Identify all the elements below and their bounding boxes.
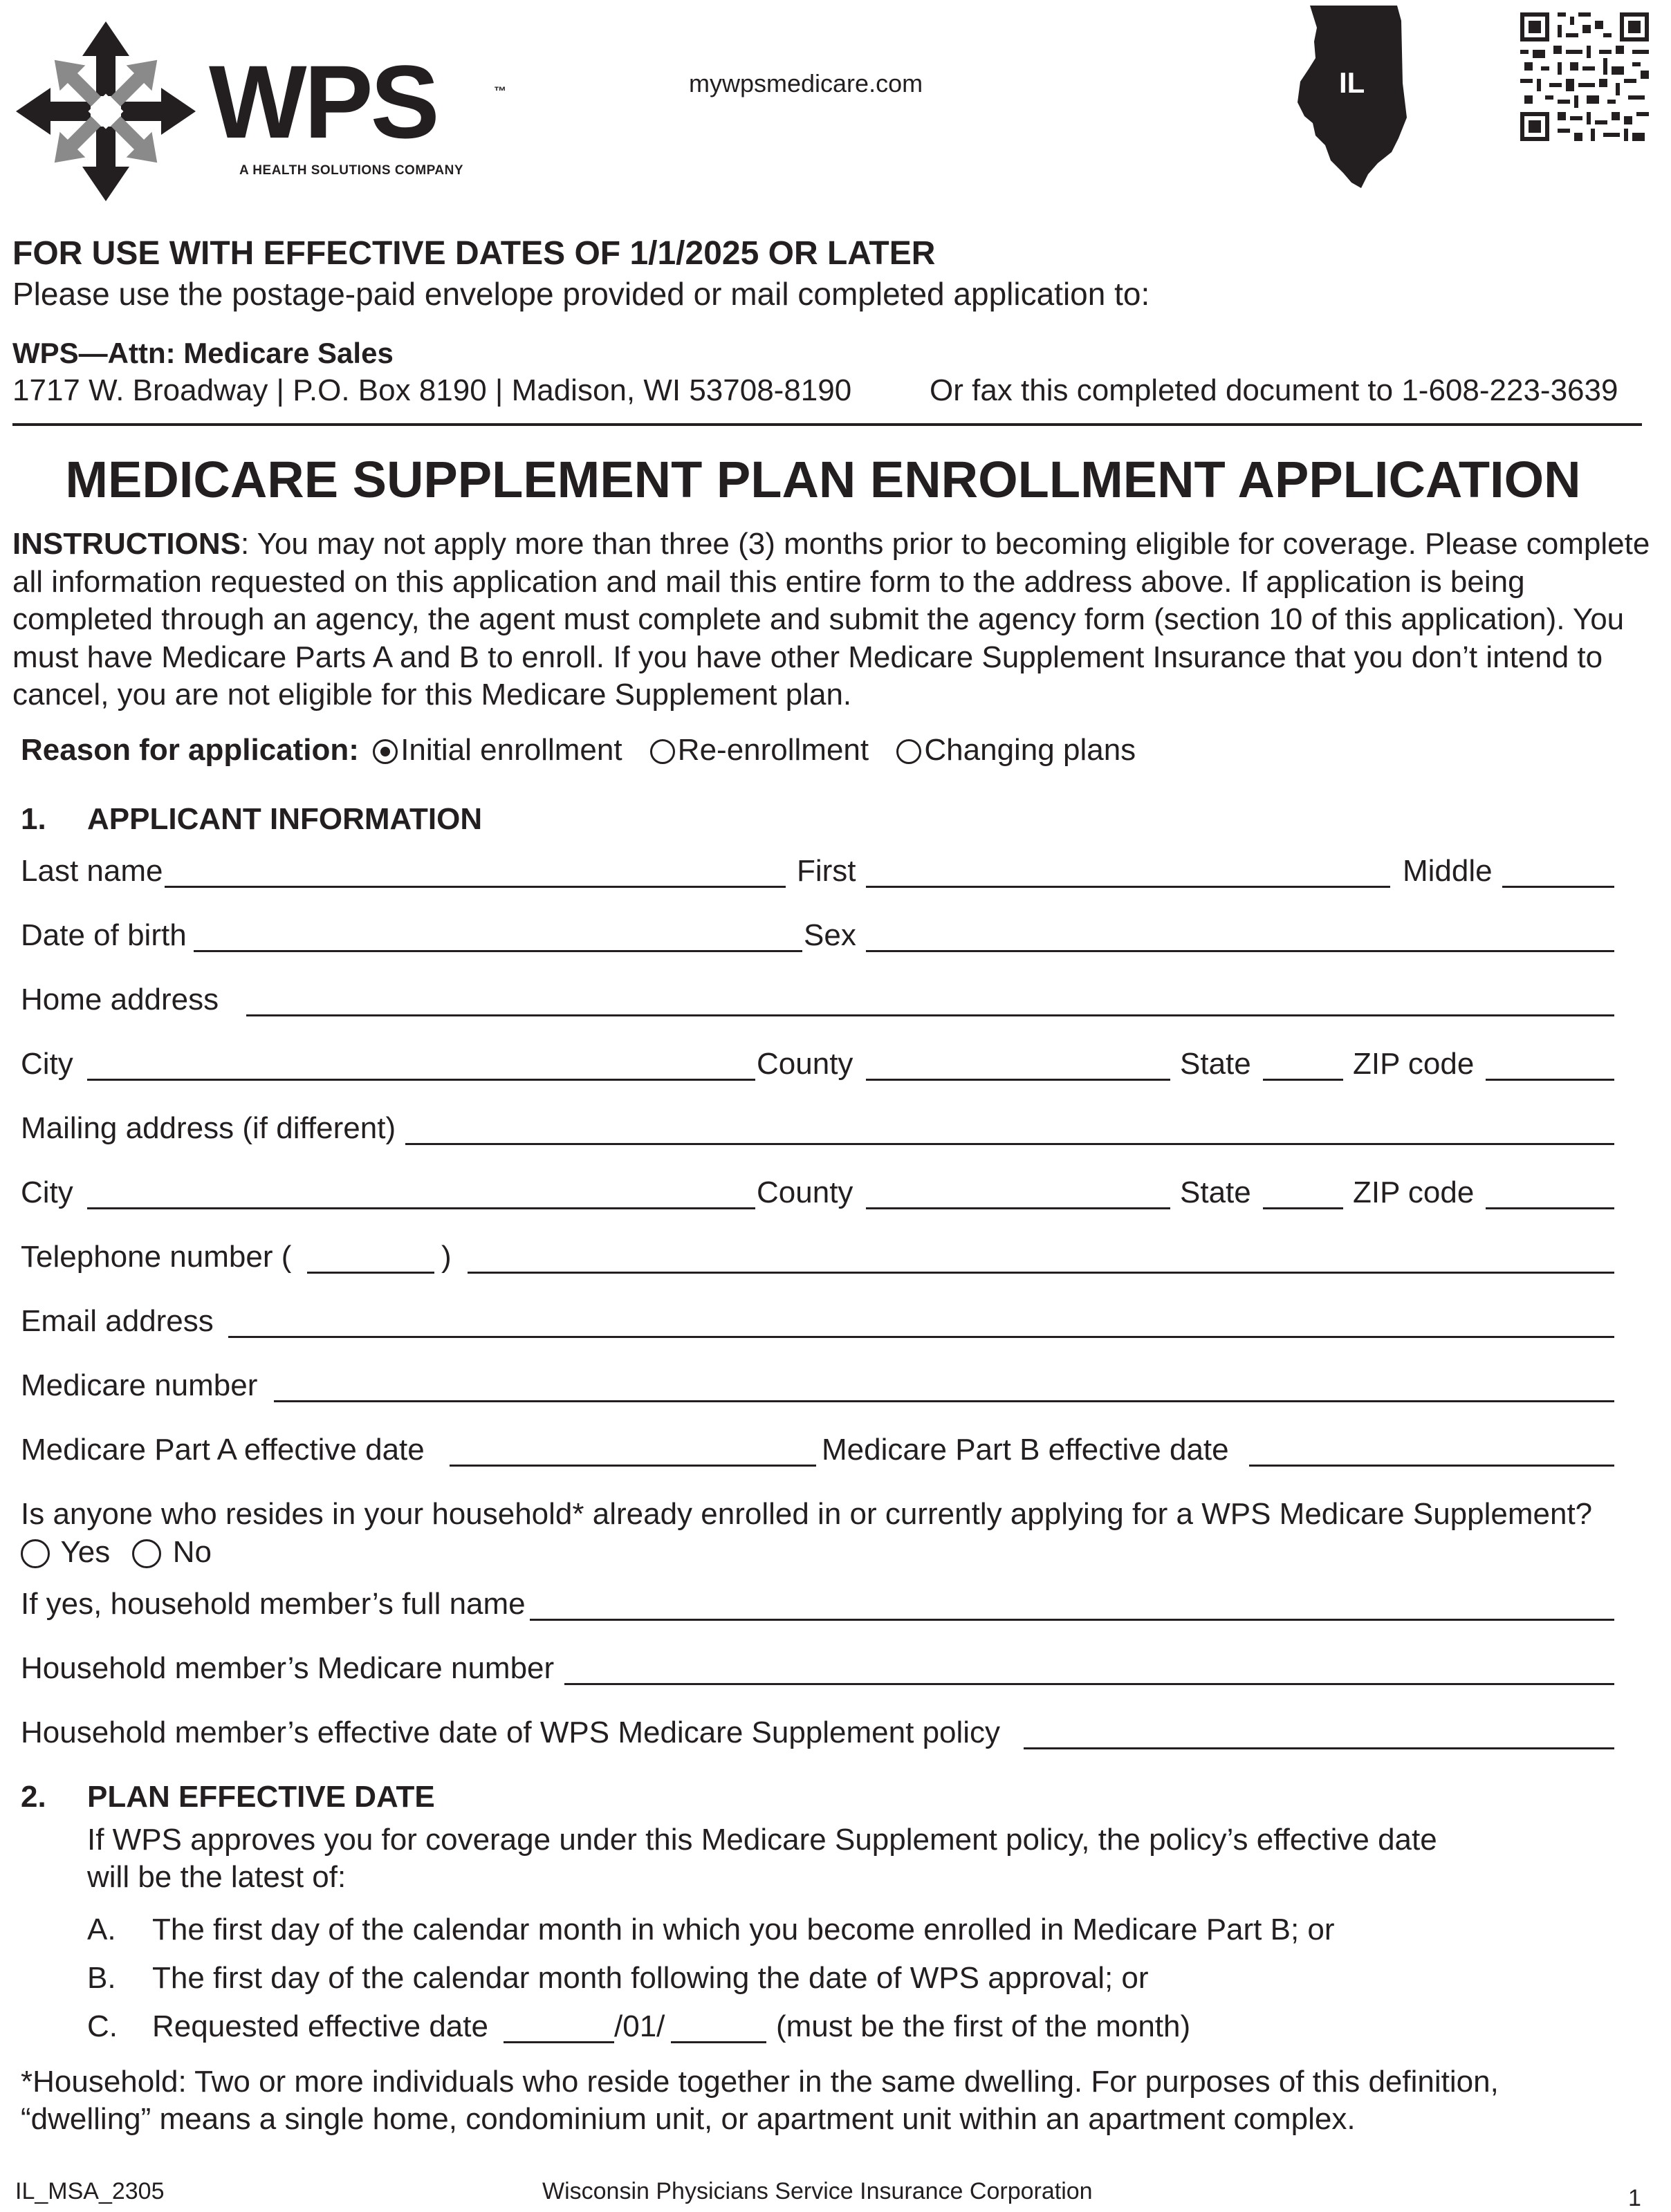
page-number: 1: [1628, 2185, 1641, 2211]
website-url[interactable]: mywpsmedicare.com: [689, 69, 923, 97]
requested-date-note: (must be the first of the month): [776, 2009, 1191, 2043]
instructions-text: : You may not apply more than three (3) months prior to becoming eligible for coverage. Please complete all information requested on this application and mail this entire form to the address above. If application is being completed through an agency, the agent must complete and submit the agency form (section 10 of this application). You must have Medicare Parts A and B to enroll. If you have other Medicare Supplement Insurance that you don’t intend to cancel, you are not eligible for this Medicare Supplement plan.: [12, 527, 1650, 712]
household-effective-field[interactable]: [1024, 1747, 1614, 1749]
county-field[interactable]: [866, 1079, 1170, 1081]
requested-year-field[interactable]: [671, 2041, 766, 2043]
wps-logo: [12, 18, 510, 184]
household-effective-label: Household member’s effective date of WPS Medicare Supplement policy: [21, 1716, 1001, 1749]
fax-number: Or fax this completed document to 1-608-223-3639: [930, 373, 1618, 407]
mailing-zip-field[interactable]: [1486, 1207, 1614, 1209]
reason-reenroll-label: Re-enrollment: [677, 733, 869, 767]
wps-logo-mark-icon: [12, 18, 199, 205]
telephone-field[interactable]: [468, 1272, 1614, 1274]
first-name-label: First: [797, 854, 856, 888]
option-c-letter: C.: [87, 2009, 118, 2043]
page-title: MEDICARE SUPPLEMENT PLAN ENROLLMENT APPLICATION: [65, 451, 1581, 508]
logo-wordmark: WPS: [209, 44, 437, 160]
part-b-field[interactable]: [1249, 1465, 1614, 1467]
qr-code-icon[interactable]: [1520, 12, 1649, 141]
mailing-city-label: City: [21, 1175, 73, 1209]
option-b-text: The first day of the calendar month following the date of WPS approval; or: [152, 1961, 1149, 1995]
dob-label: Date of birth: [21, 918, 187, 952]
reason-initial-label: Initial enrollment: [400, 733, 622, 767]
section1-number: 1.: [21, 802, 46, 836]
county-label: County: [757, 1047, 853, 1081]
mailing-address: 1717 W. Broadway | P.O. Box 8190 | Madison, WI 53708-8190: [12, 373, 852, 407]
sex-field[interactable]: [866, 950, 1614, 952]
middle-name-field[interactable]: [1502, 886, 1614, 888]
section1-heading: [21, 802, 483, 837]
medicare-number-label: Medicare number: [21, 1368, 258, 1402]
dob-field[interactable]: [194, 950, 802, 952]
household-yes-radio[interactable]: [21, 1539, 50, 1568]
household-yes-label: Yes: [60, 1535, 111, 1569]
mailing-city-field[interactable]: [87, 1207, 755, 1209]
email-field[interactable]: [228, 1336, 1614, 1338]
email-label: Email address: [21, 1304, 214, 1338]
state-code: IL: [1339, 66, 1365, 99]
reason-label: Reason for application:: [21, 733, 359, 767]
household-question: Is anyone who resides in your household* already enrolled in or currently applying for a WPS Medicare Supplement?: [21, 1497, 1593, 1531]
requested-month-field[interactable]: [504, 2041, 614, 2043]
area-code-field[interactable]: [307, 1272, 434, 1274]
reason-row: [21, 733, 1136, 768]
header-divider: [12, 423, 1642, 426]
mailing-address-label: Mailing address (if different): [21, 1111, 396, 1145]
mailing-attn: WPS—Attn: Medicare Sales: [12, 337, 394, 369]
household-footnote-line2: “dwelling” means a single home, condominium unit, or apartment unit within an apartment complex.: [21, 2102, 1356, 2136]
section2-heading: [21, 1780, 435, 1814]
requested-date-mid: /01/: [614, 2009, 665, 2043]
household-medicare-label: Household member’s Medicare number: [21, 1651, 555, 1685]
last-name-field[interactable]: [165, 886, 786, 888]
section2-intro-line1: If WPS approves you for coverage under this Medicare Supplement policy, the policy’s effective date: [87, 1823, 1437, 1857]
mailing-county-label: County: [757, 1175, 853, 1209]
mailing-state-label: State: [1180, 1175, 1251, 1209]
form-id: IL_MSA_2305: [15, 2178, 165, 2204]
household-name-field[interactable]: [530, 1619, 1614, 1621]
state-field[interactable]: [1263, 1079, 1343, 1081]
household-answer-row: [21, 1535, 212, 1570]
section2-intro-line2: will be the latest of:: [87, 1860, 347, 1894]
zip-field[interactable]: [1486, 1079, 1614, 1081]
mailing-zip-label: ZIP code: [1353, 1175, 1475, 1209]
section2-number: 2.: [21, 1780, 46, 1814]
mail-instruction: Please use the postage-paid envelope provided or mail completed application to:: [12, 276, 1150, 312]
mailing-state-field[interactable]: [1263, 1207, 1343, 1209]
reason-initial-radio[interactable]: [373, 739, 398, 764]
household-footnote-line1: *Household: Two or more individuals who reside together in the same dwelling. For purposes of this definition,: [21, 2065, 1499, 2099]
logo-tm: ™: [494, 84, 506, 98]
sex-label: Sex: [804, 918, 856, 952]
city-label: City: [21, 1047, 73, 1081]
medicare-number-field[interactable]: [274, 1400, 1614, 1402]
last-name-label: Last name: [21, 854, 163, 888]
instructions-label: INSTRUCTIONS: [12, 527, 241, 561]
option-a-letter: A.: [87, 1913, 116, 1946]
household-no-label: No: [172, 1535, 212, 1569]
city-field[interactable]: [87, 1079, 755, 1081]
option-a-text: The first day of the calendar month in which you become enrolled in Medicare Part B; or: [152, 1913, 1335, 1946]
part-b-label: Medicare Part B effective date: [822, 1433, 1229, 1467]
middle-name-label: Middle: [1403, 854, 1493, 888]
mailing-county-field[interactable]: [866, 1207, 1170, 1209]
company-name: Wisconsin Physicians Service Insurance Corporation: [542, 2178, 1093, 2204]
home-address-label: Home address: [21, 983, 219, 1016]
effective-date-notice: FOR USE WITH EFFECTIVE DATES OF 1/1/2025 OR LATER: [12, 235, 936, 272]
household-no-radio[interactable]: [132, 1539, 161, 1568]
instructions-block: [12, 526, 1652, 714]
home-address-field[interactable]: [246, 1014, 1614, 1016]
telephone-label: Telephone number (: [21, 1240, 292, 1274]
household-name-label: If yes, household member’s full name: [21, 1587, 526, 1621]
illinois-state-map: [1295, 0, 1412, 194]
household-medicare-field[interactable]: [564, 1683, 1614, 1685]
section1-title: APPLICANT INFORMATION: [87, 802, 483, 836]
state-label: State: [1180, 1047, 1251, 1081]
reason-reenroll-radio[interactable]: [650, 739, 675, 764]
logo-tagline: A HEALTH SOLUTIONS COMPANY: [239, 163, 464, 178]
mailing-address-field[interactable]: [405, 1143, 1614, 1145]
part-a-field[interactable]: [450, 1465, 816, 1467]
telephone-close-paren: ): [441, 1240, 452, 1274]
part-a-label: Medicare Part A effective date: [21, 1433, 425, 1467]
reason-changing-label: Changing plans: [924, 733, 1136, 767]
option-b-letter: B.: [87, 1961, 116, 1995]
reason-changing-radio[interactable]: [896, 739, 921, 764]
section2-title: PLAN EFFECTIVE DATE: [87, 1780, 435, 1814]
first-name-field[interactable]: [866, 886, 1390, 888]
zip-label: ZIP code: [1353, 1047, 1475, 1081]
option-c-text: Requested effective date: [152, 2009, 488, 2043]
